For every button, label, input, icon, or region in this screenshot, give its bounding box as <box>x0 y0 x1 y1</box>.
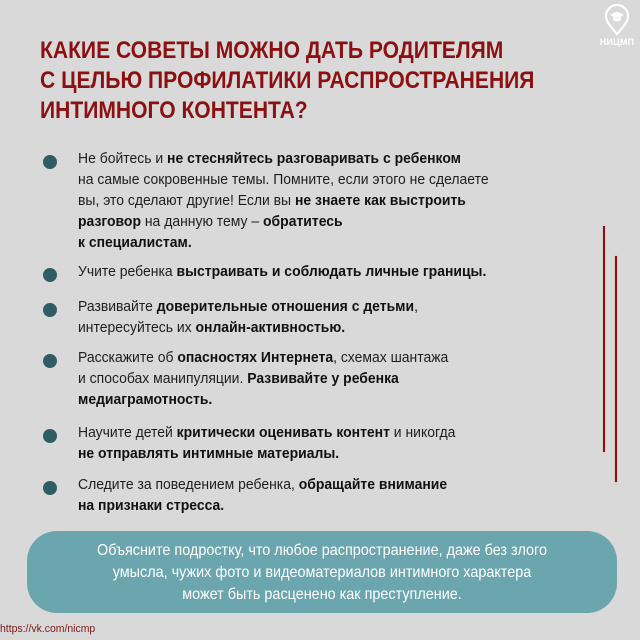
list-item-text <box>78 474 447 516</box>
bullet-icon <box>43 155 57 169</box>
text: Развивайте <box>78 298 157 315</box>
text: вы, это сделают другие! Если вы <box>78 192 295 209</box>
text-line <box>78 232 489 253</box>
list-item-text <box>78 296 418 338</box>
bold-text: разговор <box>78 213 141 230</box>
bold-text: критически оценивать контент <box>176 424 390 441</box>
list-item <box>40 347 476 410</box>
bold-text: опасностях Интернета <box>177 349 334 366</box>
bold-text: не знаете как выстроить <box>294 192 466 209</box>
text: на самые сокровенные темы. Помните, если этого не сделаете <box>78 171 489 188</box>
text: Следите за поведением ребенка, <box>78 476 299 493</box>
list-item <box>40 296 444 338</box>
text: , <box>414 298 418 315</box>
tips-list <box>40 148 600 528</box>
callout-box <box>27 531 617 613</box>
bold-text: на признаки стресса. <box>78 497 225 514</box>
title-line: КАКИЕ СОВЕТЫ МОЖНО ДАТЬ РОДИТЕЛЯМ <box>40 37 504 64</box>
text-line <box>78 190 489 211</box>
list-item <box>40 261 517 282</box>
logo-text: НИЦМП <box>599 37 635 47</box>
text-line <box>78 368 448 389</box>
logo <box>596 4 638 50</box>
bullet-icon <box>43 268 57 282</box>
decorative-red-line <box>615 256 617 482</box>
callout-line: умысла, чужих фото и видеоматериалов интимного характера <box>112 564 532 581</box>
text: и никогда <box>389 424 456 441</box>
bullet-icon <box>43 429 57 443</box>
text: на данную тему – <box>140 213 264 230</box>
text: Научите детей <box>78 424 177 441</box>
decorative-red-line <box>603 226 605 452</box>
text-line <box>78 148 489 169</box>
list-item <box>40 148 519 253</box>
bold-text: обратитесь <box>263 213 343 230</box>
bold-text: не отправлять интимные материалы. <box>78 445 340 462</box>
text-line <box>78 443 455 464</box>
text-line <box>78 261 486 282</box>
list-item <box>40 474 475 516</box>
text: интересуйтесь их <box>78 319 196 336</box>
text: Учите ребенка <box>78 263 177 280</box>
page-title <box>40 36 535 126</box>
bullet-icon <box>43 354 57 368</box>
bold-text: к специалистам. <box>78 234 192 251</box>
bullet-icon <box>43 481 57 495</box>
callout-line: может быть расценено как преступление. <box>182 586 462 603</box>
text-line <box>78 422 455 443</box>
graduation-cap-pin-icon <box>604 4 630 36</box>
text: и способах манипуляции. <box>78 370 248 387</box>
text: Не бойтесь и <box>78 150 168 167</box>
bold-text: не стесняйтесь разговаривать с ребенком <box>167 150 461 167</box>
text: Расскажите об <box>78 349 178 366</box>
bold-text: обращайте внимание <box>298 476 448 493</box>
text: , схемах шантажа <box>333 349 449 366</box>
bold-text: выстраивать и соблюдать личные границы. <box>176 263 487 280</box>
text-line <box>78 169 489 190</box>
bullet-icon <box>43 303 57 317</box>
callout-line: Объясните подростку, что любое распространение, даже без злого <box>97 542 547 559</box>
title-line: ИНТИМНОГО КОНТЕНТА? <box>40 97 308 124</box>
footer-link[interactable]: https://vk.com/nicmp <box>0 623 96 635</box>
list-item <box>40 422 484 464</box>
text-line <box>78 317 418 338</box>
text-line <box>78 389 448 410</box>
bold-text: онлайн-активностью. <box>195 319 346 336</box>
list-item-text <box>78 422 455 464</box>
bold-text: доверительные отношения с детьми <box>156 298 415 315</box>
list-item-text <box>78 148 489 253</box>
text-line <box>78 474 447 495</box>
list-item-text <box>78 347 448 410</box>
list-item-text <box>78 261 486 282</box>
title-line: С ЦЕЛЬЮ ПРОФИЛАТИКИ РАСПРОСТРАНЕНИЯ <box>40 67 535 94</box>
text-line <box>78 495 447 516</box>
text-line <box>78 296 418 317</box>
bold-text: медиаграмотность. <box>78 391 213 408</box>
text-line <box>78 347 448 368</box>
bold-text: Развивайте у ребенка <box>247 370 399 387</box>
text-line <box>78 211 489 232</box>
